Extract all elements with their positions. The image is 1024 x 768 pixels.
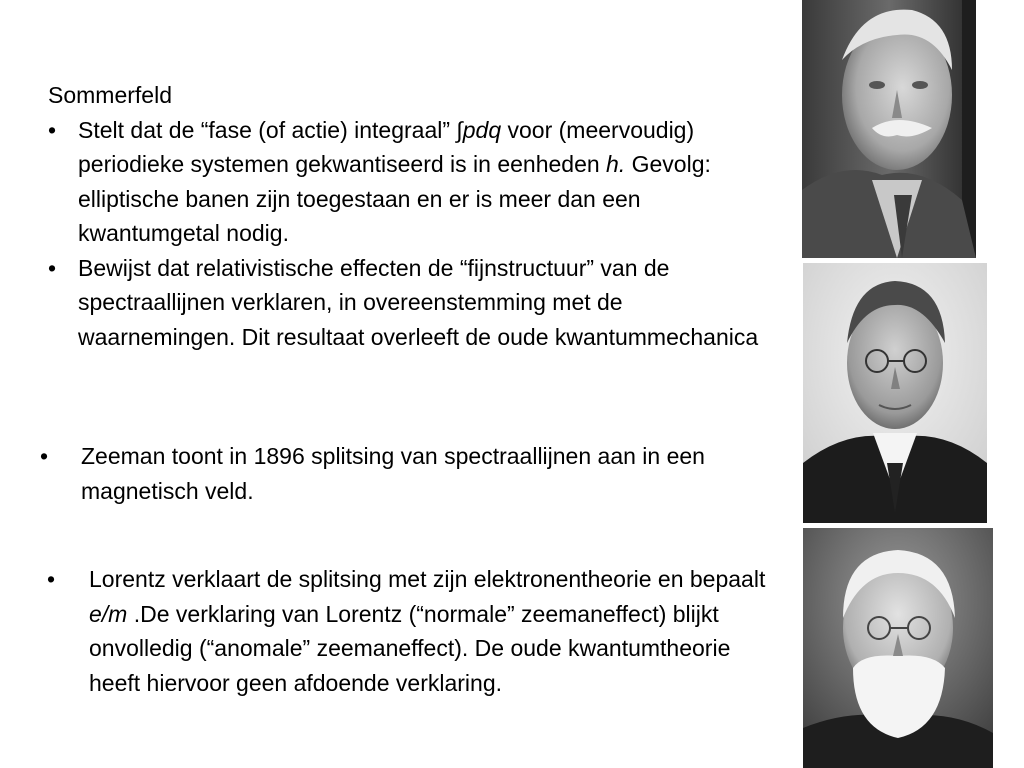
sommerfeld-section	[48, 78, 778, 354]
zeeman-bullet-list	[40, 439, 740, 508]
list-item	[47, 562, 777, 700]
bullet-glyph: •	[48, 116, 57, 143]
list-item	[48, 113, 778, 251]
text-run: .De verklaring van Lorentz (“normale” zeemaneffect) blijkt onvolledig (“anomale” zeemaneffect). De oude kwantumtheorie heeft hiervoor geen afdoende verklaring.	[89, 600, 731, 696]
sommerfeld-bullet-list	[48, 113, 778, 355]
list-item	[40, 439, 740, 508]
text-run: voor (meervoudig) periodieke systemen gekwantiseerd is in eenheden	[78, 116, 695, 177]
bullet-glyph: •	[40, 443, 49, 469]
e-over-m-italic: e/m	[89, 600, 128, 627]
sommerfeld-item-2-text: Bewijst dat relativistische effecten de “fijnstructuur” van de spectraallijnen verklaren, in overeenstemming met de waarnemingen. Dit resultaat overleeft de oude kwantummechanica	[78, 254, 759, 350]
bullet-glyph: •	[47, 566, 56, 592]
lorentz-section	[47, 562, 777, 700]
lorentz-portrait	[803, 528, 993, 768]
text-run: Stelt dat de “fase (of actie) integraal”	[78, 116, 457, 143]
pdq-italic: pdq	[462, 116, 502, 143]
text-run: Lorentz verklaart de splitsing met zijn elektronentheorie en bepaalt	[89, 566, 766, 592]
zeeman-section	[40, 439, 740, 508]
lorentz-item-text	[89, 566, 765, 696]
zeeman-portrait	[803, 263, 987, 523]
sommerfeld-heading: Sommerfeld	[48, 82, 172, 108]
bullet-glyph: •	[48, 254, 57, 281]
integral-symbol: ∫	[456, 116, 463, 143]
zeeman-item-text: Zeeman toont in 1896 splitsing van spectraallijnen aan in een magnetisch veld.	[81, 443, 705, 504]
list-item	[48, 251, 778, 355]
h-italic: h.	[606, 151, 626, 177]
text-run: Gevolg: elliptische banen zijn toegestaan en er is meer dan een kwantumgetal nodig.	[78, 151, 711, 246]
sommerfeld-portrait	[802, 0, 976, 258]
sommerfeld-item-1-text	[78, 117, 711, 247]
lorentz-bullet-list	[47, 562, 777, 700]
